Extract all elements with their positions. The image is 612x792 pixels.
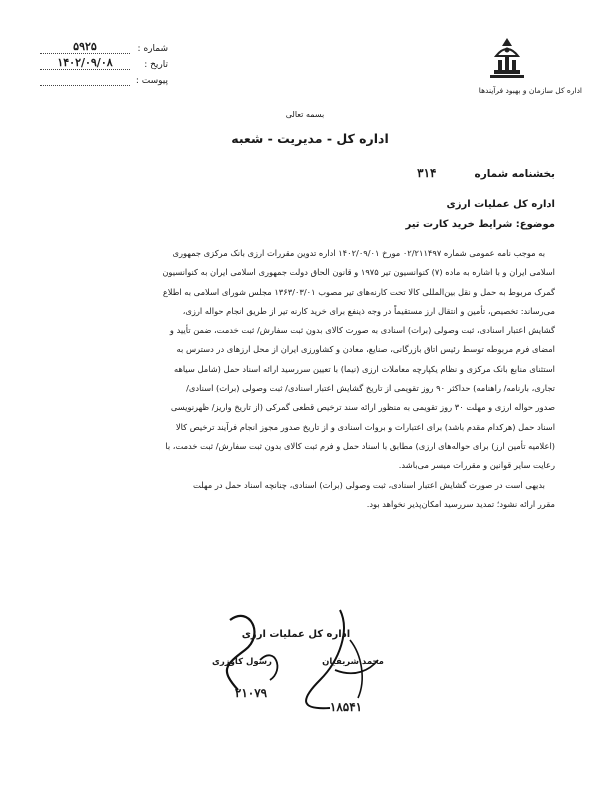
letter-meta	[40, 38, 168, 86]
body-line: می‌رساند: تخصیص، تأمین و انتقال ارز مستقیماً در وجه ذینفع برای خرید کارنه تیر از طریق انجام حواله ارزی،	[182, 305, 555, 316]
body-line: امضای فرم مربوطه توسط رئیس اتاق بازرگانی، صنایع، معادن و کشاورزی ایران از محل ارزهای در دسترس به	[176, 344, 555, 355]
signer-name-1: محمد شریفیان	[322, 657, 384, 667]
body-line: اسلامی ایران و با اشاره به ماده (۷) کنوانسیون تیر ۱۹۷۵ و قانون الحاق دولت جمهوری اسلامی ایران به کنوانسیون	[162, 267, 555, 278]
body-line: گمرک مربوط به حمل و نقل بین‌المللی کالا تحت کارنه‌های تیر مصوب ۱۳۶۳/۰۳/۰۱ مجلس شورای اسلامی به اطلاع	[162, 286, 555, 297]
meta-date-value: ۱۴۰۲/۰۹/۰۸	[40, 57, 130, 70]
meta-number-label: شماره :	[137, 44, 168, 54]
circular-number	[417, 166, 555, 180]
meta-attachment-label: پیوست :	[135, 76, 168, 86]
meta-attachment-value	[40, 85, 130, 86]
department-heading: اداره کل - مدیریت - شعبه	[231, 131, 389, 146]
bank-logo-icon	[476, 34, 538, 84]
circular-value: ۳۱۴	[417, 166, 437, 180]
basmala: بسمه تعالی	[285, 110, 325, 119]
addressee: اداره کل عملیات ارزی	[446, 199, 555, 210]
body-line: (اعلامیه تأمین ارز) برای حواله‌های ارزی) مطابق با اسناد حمل و فرم ثبت کالای بدون ثبت سفارش/ ثبت خدمت، با	[165, 440, 555, 451]
signer-name-2: رسول کاوزری	[212, 657, 272, 667]
meta-date-label: تاریخ :	[144, 60, 168, 70]
signer-code-2: ۲۱۰۷۹	[234, 686, 268, 700]
body-line: تجاری، بارنامه/ راهنامه) حداکثر ۹۰ روز تقویمی از تاریخ گشایش اعتبار اسنادی/ ثبت وصولی (برات) اسنادی/	[186, 383, 555, 394]
meta-number-value: ۵۹۲۵	[40, 41, 130, 54]
subject-line: موضوع: شرایط خرید کارت تیر	[405, 219, 555, 230]
signature-office: اداره کل عملیات ارزی	[241, 629, 351, 640]
meta-date-row	[40, 54, 168, 70]
body-line: استثنای منابع بانک مرکزی و نظام یکپارچه معاملات ارزی (نیما) با تعیین سررسید ارائه اسناد حمل (شامل سیاهه	[174, 363, 555, 374]
body-line: مقرر ارائه نشود؛ تمدید سررسید امکان‌پذیر نخواهد بود.	[366, 498, 555, 509]
body-line: گشایش اعتبار اسنادی، ثبت وصولی (برات) اسنادی به صورت کالای بدون ثبت سفارش/ ثبت خدمت، ضمن تأیید و	[169, 325, 555, 336]
meta-number-row	[40, 38, 168, 54]
signer-code-1: ۱۸۵۴۱	[329, 700, 363, 714]
body-line: به موجب نامه عمومی شماره ۰۲/۲۱۱۴۹۷ مورخ ۱۴۰۲/۰۹/۰۱ اداره تدوین مقررات ارزی بانک مرکزی جمهوری	[172, 248, 545, 258]
body-line: صدور حواله ارزی و مهلت ۳۰ روز تقویمی به منظور ارائه سند ترخیص قطعی گمرکی (از تاریخ واریز/ ظهرنویسی	[170, 402, 555, 413]
meta-attachment-row	[40, 70, 168, 86]
org-caption: اداره کل سازمان و بهبود فرآیندها	[478, 86, 582, 95]
letter-body	[43, 244, 555, 514]
body-line: اسناد حمل (هرکدام مقدم باشد) برای اعتبارات و بروات اسنادی و از تاریخ صدور مجوز انجام فرآیند ترخیص کالا	[175, 421, 555, 432]
body-line: رعایت سایر قوانین و مقررات میسر می‌باشد.	[398, 460, 555, 471]
circular-label: بخشنامه شماره	[474, 168, 555, 180]
body-line: بدیهی است در صورت گشایش اعتبار اسنادی، ثبت وصولی (برات) اسنادی، چنانچه اسناد حمل در مهلت	[193, 479, 545, 490]
